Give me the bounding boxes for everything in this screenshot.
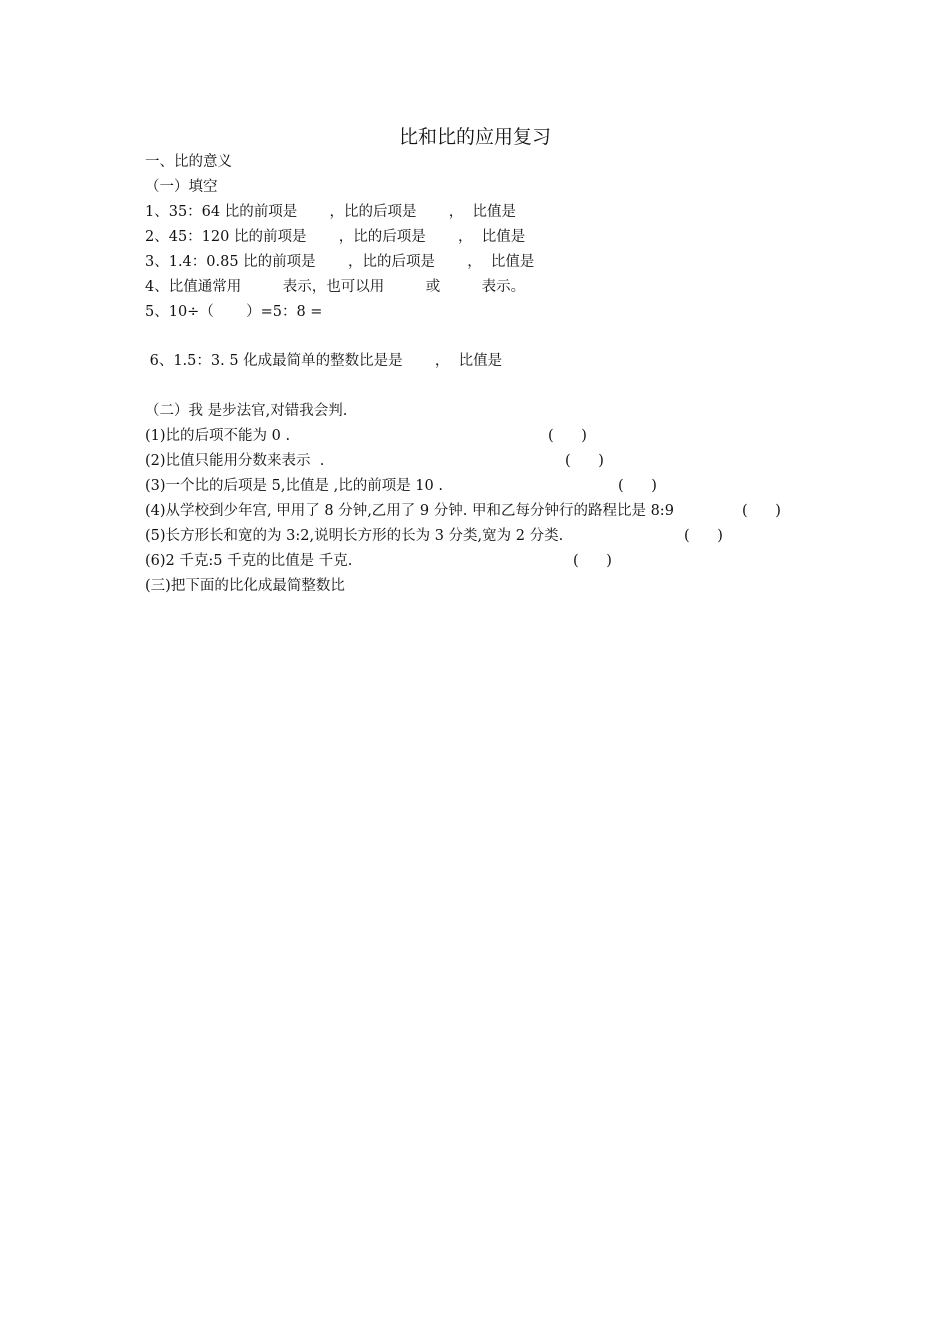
question-1: 1、35：64 比的前项是 ，比的后项是 ， 比值是 <box>145 204 516 220</box>
judge-item-6: (6)2 千克:5 千克的比值是 千克. <box>145 553 353 569</box>
judge-item-3: (3)一个比的后项是 5,比值是 ,比的前项是 10 . <box>145 478 443 494</box>
subsection-fill-blank: （一）填空 <box>145 179 218 195</box>
question-4: 4、比值通常用 表示，也可以用 或 表示。 <box>145 279 526 295</box>
judge-answer-2: ( ) <box>565 453 604 469</box>
judge-answer-3: ( ) <box>618 478 657 494</box>
judge-answer-1: ( ) <box>548 428 587 444</box>
subsection-simplify: (三)把下面的比化成最简整数比 <box>145 578 345 594</box>
question-6: 6、1.5：3. 5 化成最简单的整数比是是 ， 比值是 <box>145 353 503 369</box>
judge-item-4: (4)从学校到少年宫, 甲用了 8 分钟,乙用了 9 分钟. 甲和乙每分钟行的路程比是 8:9 <box>145 503 674 519</box>
question-3: 3、1.4：0.85 比的前项是 ，比的后项是 ， 比值是 <box>145 254 535 270</box>
judge-item-1: (1)比的后项不能为 0 . <box>145 428 291 444</box>
judge-answer-6: ( ) <box>573 553 612 569</box>
judge-item-5: (5)长方形长和宽的为 3:2,说明长方形的长为 3 分类,宽为 2 分类. <box>145 528 564 544</box>
judge-item-2: (2)比值只能用分数来表示 . <box>145 453 325 469</box>
section-heading: 一、比的意义 <box>145 154 232 170</box>
judge-answer-4: ( ) <box>742 503 781 519</box>
question-2: 2、45：120 比的前项是 ，比的后项是 ， 比值是 <box>145 229 526 245</box>
page-title: 比和比的应用复习 <box>398 126 551 148</box>
judge-answer-5: ( ) <box>684 528 723 544</box>
subsection-judge: （二）我 是步法官,对错我会判. <box>145 403 348 419</box>
question-5: 5、10÷（ ）=5：8 = <box>145 304 323 320</box>
